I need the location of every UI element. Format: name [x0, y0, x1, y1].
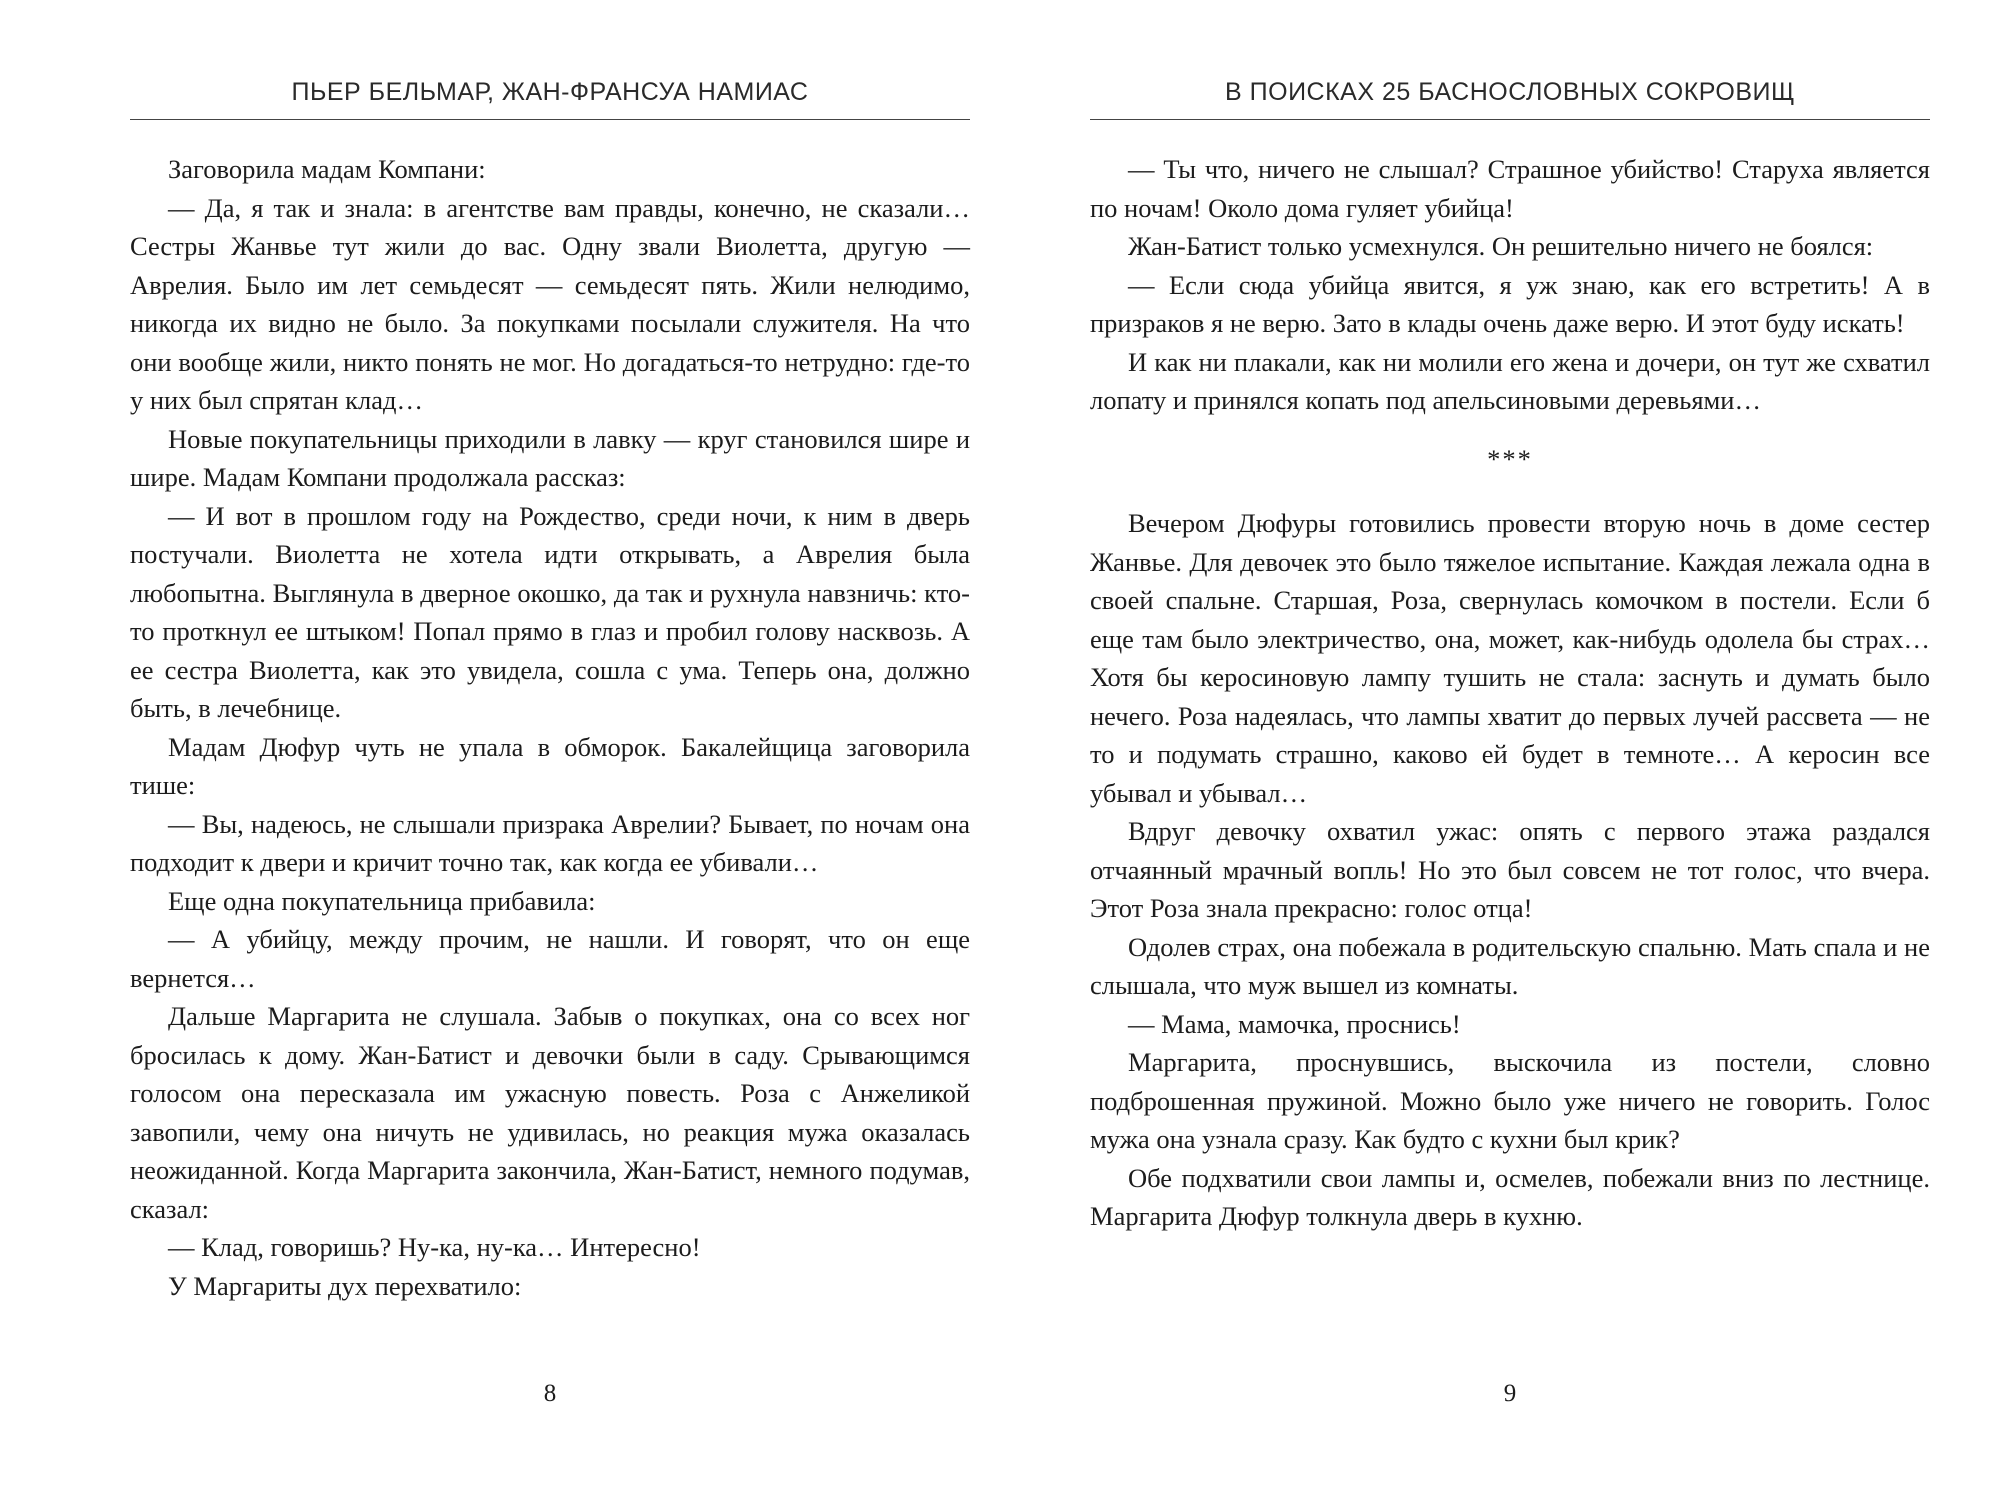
left-page	[130, 0, 970, 1499]
paragraph: — И вот в прошлом году на Рождество, среди ночи, к ним в дверь постучали. Виолетта не хотела идти открывать, а Аврелия была любопытна. Выглянула в дверное окошко, да так и рухнула навзничь: кто-то проткнул ее штыком! Попал прямо в глаз и пробил голову насквозь. А ее сестра Виолетта, как это увидела, сошла с ума. Теперь она, должно быть, в лечебнице.	[130, 500, 970, 723]
paragraph: Новые покупательницы приходили в лавку — круг становился шире и шире. Мадам Компани продолжала рассказ:	[130, 423, 970, 492]
paragraph: — Ты что, ничего не слышал? Страшное убийство! Старуха является по ночам! Около дома гуляет убийца!	[1090, 154, 1930, 223]
paragraph: Вдруг девочку охватил ужас: опять с первого этажа раздался отчаянный мрачный вопль! Но это был совсем не тот голос, что вчера. Этот Роза знала прекрасно: голос отца!	[1090, 816, 1930, 923]
paragraph: — Если сюда убийца явится, я уж знаю, как его встретить! А в призраков я не верю. Зато в клады очень даже верю. И этот буду искать!	[1090, 269, 1930, 338]
paragraph: И как ни плакали, как ни молили его жена и дочери, он тут же схватил лопату и принялся копать под апельсиновыми деревьями…	[1090, 346, 1930, 415]
paragraph: Жан-Батист только усмехнулся. Он решительно ничего не боялся:	[1128, 231, 1874, 261]
paragraph: — А убийцу, между прочим, не нашли. И говорят, что он еще вернется…	[130, 924, 970, 993]
right-page-number: 9	[1503, 1380, 1517, 1407]
section-break: ***	[1487, 443, 1533, 474]
paragraph: Дальше Маргарита не слушала. Забыв о покупках, она со всех ног бросилась к дому. Жан-Батист и девочки были в саду. Срывающимся голосом она пересказала им ужасную повесть. Роза с Анжеликой завопили, чему она ничуть не удивилась, но реакция мужа оказалась неожиданной. Когда Маргарита закончила, Жан-Батист, немного подумав, сказал:	[130, 1001, 970, 1224]
paragraph: — Мама, мамочка, проснись!	[1128, 1008, 1461, 1039]
paragraph: Вечером Дюфуры готовились провести вторую ночь в доме сестер Жанвье. Для девочек это было тяжелое испытание. Каждая лежала одна в своей спальне. Старшая, Роза, свернулась комочком в постели. Если б еще там было электричество, она, может, как-нибудь одолела бы страх… Хотя бы керосиновую лампу тушить не стала: заснуть и думать было нечего. Роза надеялась, что лампы хватит до первых лучей рассвета — не то и подумать страшно, каково ей будет в темноте… А керосин все убывал и убывал…	[1090, 508, 1930, 808]
right-page	[1090, 0, 1930, 1499]
paragraph: У Маргариты дух перехватило:	[168, 1270, 522, 1301]
right-header-rule	[1090, 119, 1930, 120]
left-text-body	[130, 150, 970, 1305]
paragraph: Заговорила мадам Компани:	[168, 154, 486, 184]
left-header-rule	[130, 119, 970, 120]
paragraph: Обе подхватили свои лампы и, осмелев, побежали вниз по лестнице. Маргарита Дюфур толкнула дверь в кухню.	[1090, 1162, 1930, 1231]
paragraph: Мадам Дюфур чуть не упала в обморок. Бакалейщица заговорила тише:	[130, 731, 970, 800]
right-running-head: В ПОИСКАХ 25 БАСНОСЛОВНЫХ СОКРОВИЩ	[1225, 78, 1795, 106]
left-page-number: 8	[543, 1380, 557, 1407]
paragraph: Одолев страх, она побежала в родительскую спальню. Мать спала и не слышала, что муж вышел из комнаты.	[1090, 931, 1930, 1000]
paragraph: — Вы, надеюсь, не слышали призрака Аврелии? Бывает, по ночам она подходит к двери и кричит точно так, как когда ее убивали…	[130, 808, 970, 877]
paragraph: Маргарита, проснувшись, выскочила из постели, словно подброшенная пружиной. Можно было уже ничего не говорить. Голос мужа она узнала сразу. Как будто с кухни был крик?	[1090, 1047, 1930, 1154]
paragraph: — Клад, говоришь? Ну-ка, ну-ка… Интересно!	[168, 1232, 701, 1262]
paragraph: — Да, я так и знала: в агентстве вам правды, конечно, не сказали… Сестры Жанвье тут жили до вас. Одну звали Виолетта, другую — Аврелия. Было им лет семьдесят — семьдесят пять. Жили нелюдимо, никогда их видно не было. За покупками посылали служителя. На что они вообще жили, никто понять не мог. Но догадаться-то нетрудно: где-то у них был спрятан клад…	[130, 192, 970, 415]
paragraph: Еще одна покупательница прибавила:	[168, 885, 596, 916]
right-text-body	[1090, 150, 1930, 1236]
left-running-head: ПЬЕР БЕЛЬМАР, ЖАН-ФРАНСУА НАМИАС	[291, 78, 809, 106]
